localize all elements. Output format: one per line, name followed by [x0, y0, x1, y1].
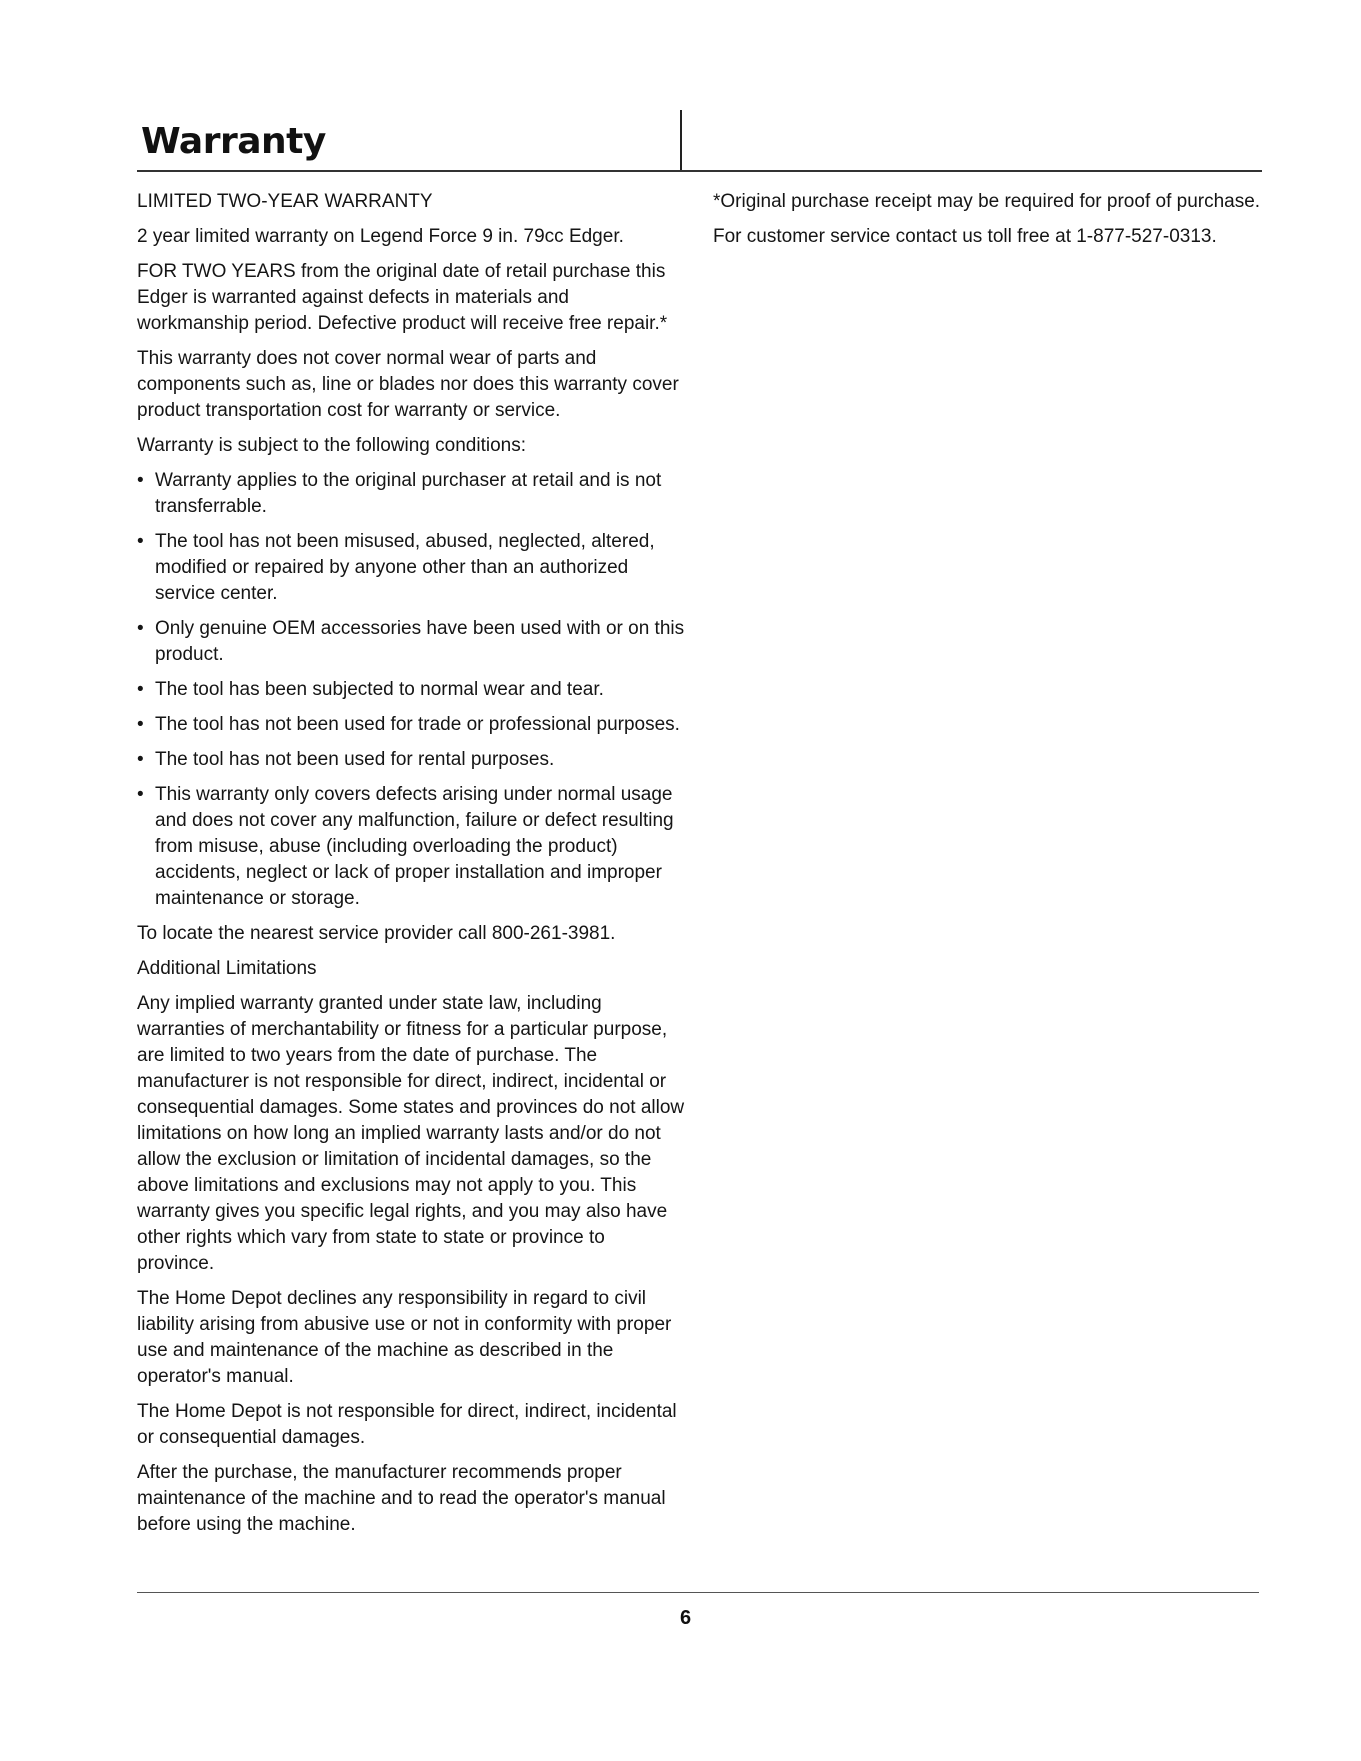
- left-column: [137, 189, 685, 1547]
- footer-rule: [137, 1592, 1259, 1593]
- paragraph-civil-liability: The Home Depot declines any responsibility in regard to civil liability arising from abusive use or not in conformity with proper use and maintenance of the machine as described in the operator's manual.: [137, 1288, 672, 1387]
- additional-limitations-heading: Additional Limitations: [137, 958, 317, 979]
- condition-item: • The tool has not been used for trade or professional purposes.: [137, 712, 685, 738]
- right-column: [713, 189, 1273, 259]
- paragraph-maintenance: After the purchase, the manufacturer recommends proper maintenance of the machine and to read the operator's manual before using the machine.: [137, 1462, 666, 1535]
- paragraph-coverage-summary: 2 year limited warranty on Legend Force 9 in. 79cc Edger.: [137, 226, 624, 247]
- condition-item: • This warranty only covers defects arising under normal usage and does not cover any malfunction, failure or defect resulting from misuse, abuse (including overloading the product) accidents, neglect or lack of proper installation and improper maintenance or storage.: [137, 782, 685, 912]
- condition-item: • The tool has not been misused, abused, neglected, altered, modified or repaired by anyone other than an authorized service center.: [137, 529, 685, 607]
- condition-item: • Warranty applies to the original purchaser at retail and is not transferrable.: [137, 468, 685, 520]
- conditions-list: [137, 468, 685, 912]
- paragraph-exclusions: This warranty does not cover normal wear of parts and components such as, line or blades nor does this warranty cover product transportation cost for warranty or service.: [137, 348, 679, 421]
- paragraph-implied-warranty: Any implied warranty granted under state law, including warranties of merchantability or fitness for a particular purpose, are limited to two years from the date of purchase. The manufacturer is not responsible for direct, indirect, incidental or consequential damages. Some states and provinces do not allow limitations on how long an implied warranty lasts and/or do not allow the exclusion or limitation of incidental damages, so the above limitations and exclusions may not apply to you. This warranty gives you specific legal rights, and you may also have other rights which vary from state to state or province to province.: [137, 993, 685, 1274]
- warranty-heading: LIMITED TWO-YEAR WARRANTY: [137, 191, 433, 212]
- paragraph-two-years: FOR TWO YEARS from the original date of retail purchase this Edger is warranted against defects in materials and workmanship period. Defective product will receive free repair.*: [137, 261, 668, 334]
- paragraph-customer-service: For customer service contact us toll free at 1-877-527-0313.: [713, 226, 1217, 247]
- title-rule: [137, 170, 1262, 172]
- paragraph-service-provider: To locate the nearest service provider call 800-261-3981.: [137, 923, 616, 944]
- condition-item: • The tool has not been used for rental purposes.: [137, 747, 685, 773]
- paragraph-receipt-note: *Original purchase receipt may be required for proof of purchase.: [713, 191, 1261, 212]
- column-divider: [680, 110, 682, 170]
- page-title: Warranty: [141, 121, 326, 162]
- condition-item: • Only genuine OEM accessories have been used with or on this product.: [137, 616, 685, 668]
- page-number: 6: [680, 1607, 692, 1629]
- paragraph-damages: The Home Depot is not responsible for direct, indirect, incidental or consequential damages.: [137, 1401, 677, 1448]
- condition-item: • The tool has been subjected to normal wear and tear.: [137, 677, 685, 703]
- paragraph-conditions-intro: Warranty is subject to the following conditions:: [137, 435, 526, 456]
